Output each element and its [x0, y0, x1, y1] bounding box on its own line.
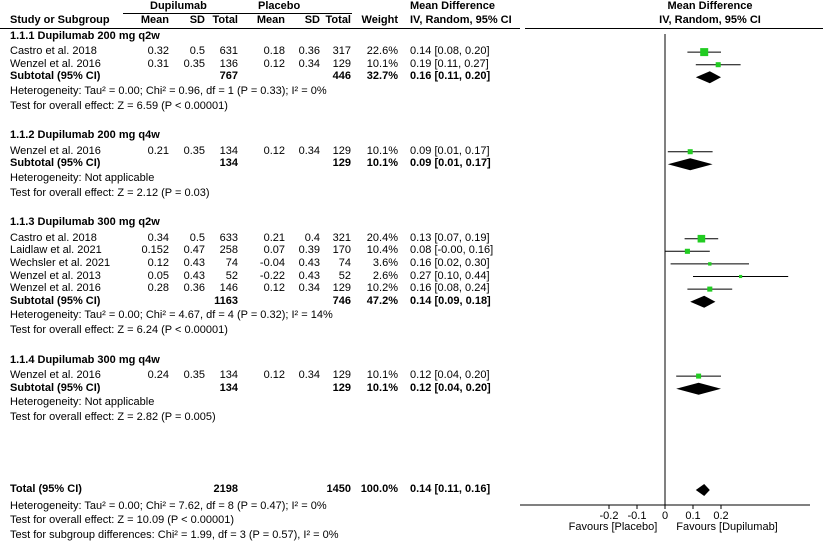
subtotal-total2: 746 — [332, 294, 351, 307]
sd2-value: 0.34 — [298, 57, 320, 70]
weight-value: 22.6% — [366, 45, 398, 58]
sd2-value: 0.34 — [298, 369, 320, 382]
sd2-header: SD — [304, 14, 320, 26]
mean2-value: 0.12 — [263, 369, 285, 382]
summary-diamond — [696, 71, 721, 83]
md-method-header: IV, Random, 95% CI — [410, 14, 512, 26]
effect-square — [716, 62, 721, 67]
subtotal-label: Subtotal (95% CI) — [10, 70, 101, 83]
group1-header: Dupilumab — [150, 0, 207, 12]
mean2-value: 0.12 — [263, 57, 285, 70]
sd1-value: 0.43 — [183, 269, 205, 282]
weight-header: Weight — [361, 14, 398, 26]
md-ci-value: 0.19 [0.11, 0.27] — [410, 57, 489, 70]
md-ci-value: 0.09 [0.01, 0.17] — [410, 144, 490, 157]
subtotal-total1: 134 — [219, 157, 238, 170]
sd2-value: 0.43 — [298, 256, 320, 269]
summary-diamond — [690, 296, 715, 308]
total2-value: 321 — [332, 231, 351, 244]
mean1-value: 0.31 — [147, 57, 169, 70]
sd2-value: 0.4 — [304, 231, 320, 244]
study-name: Laidlaw et al. 2021 — [10, 244, 102, 257]
subtotal-total2: 129 — [332, 381, 351, 394]
subtotal-ci: 0.16 [0.11, 0.20] — [410, 70, 491, 83]
sd1-value: 0.35 — [183, 369, 205, 382]
effect-square — [685, 249, 690, 254]
sd1-value: 0.35 — [183, 57, 205, 70]
study-name: Castro et al. 2018 — [10, 45, 97, 58]
study-name: Wenzel et al. 2013 — [10, 269, 101, 282]
x-tick-label: 0.1 — [685, 510, 701, 522]
md-ci-value: 0.16 [0.08, 0.24] — [410, 282, 490, 295]
sd1-value: 0.36 — [183, 282, 205, 295]
subgroup-overall-test: Test for overall effect: Z = 6.59 (P < 0.00001) — [10, 99, 228, 112]
summary-diamond — [668, 158, 713, 170]
effect-square — [707, 287, 712, 292]
mean2-value: 0.12 — [263, 144, 285, 157]
total1-value: 258 — [219, 244, 238, 257]
subtotal-ci: 0.14 [0.09, 0.18] — [410, 294, 491, 307]
subtotal-total1: 134 — [219, 381, 238, 394]
subtotal-total1: 1163 — [214, 294, 238, 307]
summary-diamond — [676, 383, 721, 395]
summary-diamond — [696, 484, 710, 496]
subtotal-total2: 129 — [332, 157, 351, 170]
subtotal-weight: 32.7% — [366, 70, 398, 83]
mean2-value: -0.22 — [259, 269, 285, 282]
md-ci-value: 0.13 [0.07, 0.19] — [410, 231, 490, 244]
total2-value: 129 — [332, 282, 351, 295]
study-name: Wenzel et al. 2016 — [10, 369, 101, 382]
subgroup-heterogeneity: Heterogeneity: Tau² = 0.00; Chi² = 4.67, df = 4 (P = 0.32); I² = 14% — [10, 309, 333, 322]
mean1-value: 0.05 — [147, 269, 169, 282]
plot-method-header: IV, Random, 95% CI — [659, 14, 761, 26]
x-tick-label: 0 — [661, 510, 669, 522]
subgroup-title: 1.1.1 Dupilumab 200 mg q2w — [10, 29, 160, 42]
subtotal-weight: 47.2% — [366, 294, 398, 307]
total2-value: 129 — [332, 144, 351, 157]
total1-value: 74 — [225, 256, 238, 269]
mean2-header: Mean — [256, 14, 285, 26]
total1-value: 52 — [225, 269, 238, 282]
study-column-header: Study or Subgroup — [10, 14, 110, 26]
weight-value: 10.4% — [366, 244, 398, 257]
x-tick-label: 0.2 — [713, 510, 729, 522]
md-ci-value: 0.08 [-0.00, 0.16] — [410, 244, 494, 257]
total1-value: 136 — [219, 57, 238, 70]
mean2-value: 0.21 — [263, 231, 285, 244]
plot-title: Mean Difference — [667, 0, 753, 12]
md-column-title: Mean Difference — [410, 0, 495, 12]
total1-value: 633 — [219, 231, 238, 244]
study-name: Wechsler et al. 2021 — [10, 256, 111, 269]
md-ci-value: 0.12 [0.04, 0.20] — [410, 369, 490, 382]
total-total1: 2198 — [213, 483, 238, 495]
mean1-value: 0.12 — [147, 256, 169, 269]
total-label: Total (95% CI) — [10, 483, 82, 495]
sd2-value: 0.34 — [298, 144, 320, 157]
effect-square — [739, 275, 742, 278]
subgroup-heterogeneity: Heterogeneity: Not applicable — [10, 171, 155, 184]
subtotal-label: Subtotal (95% CI) — [10, 294, 101, 307]
study-name: Wenzel et al. 2016 — [10, 57, 101, 70]
sd2-value: 0.34 — [298, 282, 320, 295]
group2-header: Placebo — [258, 0, 301, 12]
effect-square — [698, 235, 706, 243]
md-ci-value: 0.16 [0.02, 0.30] — [410, 256, 490, 269]
sd1-value: 0.43 — [183, 256, 205, 269]
weight-value: 3.6% — [372, 256, 398, 269]
weight-value: 2.6% — [372, 269, 398, 282]
subgroup-title: 1.1.4 Dupilumab 300 mg q4w — [10, 353, 160, 366]
total-weight: 100.0% — [360, 483, 398, 495]
subgroup-overall-test: Test for overall effect: Z = 6.24 (P < 0.00001) — [10, 323, 228, 336]
weight-value: 20.4% — [366, 231, 398, 244]
mean1-value: 0.34 — [147, 231, 169, 244]
mean1-value: 0.152 — [141, 244, 169, 257]
total-ci: 0.14 [0.11, 0.16] — [410, 483, 491, 495]
mean2-value: 0.07 — [263, 244, 285, 257]
total1-header: Total — [212, 14, 238, 26]
total1-value: 134 — [219, 369, 238, 382]
subtotal-ci: 0.09 [0.01, 0.17] — [410, 157, 491, 170]
mean1-value: 0.24 — [147, 369, 169, 382]
sd1-value: 0.5 — [189, 231, 205, 244]
mean1-value: 0.21 — [147, 144, 169, 157]
total2-value: 170 — [332, 244, 351, 257]
total1-value: 134 — [219, 144, 238, 157]
study-name: Wenzel et al. 2016 — [10, 282, 101, 295]
subtotal-total1: 767 — [219, 70, 238, 83]
sd2-value: 0.43 — [298, 269, 320, 282]
mean1-value: 0.32 — [147, 45, 169, 58]
total-overall-test: Test for overall effect: Z = 10.09 (P < 0.00001) — [10, 514, 235, 526]
sd1-value: 0.47 — [183, 244, 205, 257]
total2-value: 129 — [332, 369, 351, 382]
sd1-header: SD — [189, 14, 205, 26]
sd2-value: 0.39 — [298, 244, 320, 257]
total2-header: Total — [325, 14, 351, 26]
subtotal-ci: 0.12 [0.04, 0.20] — [410, 381, 491, 394]
mean2-value: 0.12 — [263, 282, 285, 295]
weight-value: 10.1% — [366, 57, 398, 70]
mean2-value: 0.18 — [263, 45, 285, 58]
weight-value: 10.1% — [366, 144, 398, 157]
subgroup-overall-test: Test for overall effect: Z = 2.82 (P = 0.005) — [10, 410, 216, 423]
weight-value: 10.2% — [366, 282, 398, 295]
total2-value: 317 — [332, 45, 351, 58]
total1-value: 146 — [219, 282, 238, 295]
subgroup-differences-test: Test for subgroup differences: Chi² = 1.99, df = 3 (P = 0.57), I² = 0% — [10, 529, 339, 541]
subgroup-title: 1.1.2 Dupilumab 200 mg q4w — [10, 129, 160, 142]
mean1-value: 0.28 — [147, 282, 169, 295]
subgroup-heterogeneity: Heterogeneity: Tau² = 0.00; Chi² = 0.96, df = 1 (P = 0.33); I² = 0% — [10, 84, 327, 97]
subtotal-label: Subtotal (95% CI) — [10, 381, 101, 394]
total-total2: 1450 — [326, 483, 351, 495]
subtotal-weight: 10.1% — [366, 381, 398, 394]
md-ci-value: 0.27 [0.10, 0.44] — [410, 269, 490, 282]
subtotal-label: Subtotal (95% CI) — [10, 157, 101, 170]
subgroup-overall-test: Test for overall effect: Z = 2.12 (P = 0.03) — [10, 186, 210, 199]
effect-square — [688, 149, 693, 154]
sd1-value: 0.5 — [189, 45, 205, 58]
subtotal-weight: 10.1% — [366, 157, 398, 170]
favours-left-label: Favours [Placebo] — [568, 521, 658, 533]
study-name: Castro et al. 2018 — [10, 231, 97, 244]
effect-square — [700, 48, 708, 56]
total1-value: 631 — [219, 45, 238, 58]
sd2-value: 0.36 — [298, 45, 320, 58]
weight-value: 10.1% — [366, 369, 398, 382]
subgroup-heterogeneity: Heterogeneity: Not applicable — [10, 396, 155, 409]
total2-value: 74 — [338, 256, 351, 269]
x-tick-label: -0.1 — [627, 510, 647, 522]
effect-square — [696, 374, 701, 379]
subtotal-total2: 446 — [332, 70, 351, 83]
total2-value: 52 — [338, 269, 351, 282]
favours-right-label: Favours [Dupilumab] — [676, 521, 778, 533]
mean2-value: -0.04 — [259, 256, 285, 269]
subgroup-title: 1.1.3 Dupilumab 300 mg q2w — [10, 216, 160, 229]
study-name: Wenzel et al. 2016 — [10, 144, 101, 157]
effect-square — [708, 262, 711, 265]
total-heterogeneity: Heterogeneity: Tau² = 0.00; Chi² = 7.62, df = 8 (P = 0.47); I² = 0% — [10, 500, 327, 512]
md-ci-value: 0.14 [0.08, 0.20] — [410, 45, 490, 58]
sd1-value: 0.35 — [183, 144, 205, 157]
x-tick-label: -0.2 — [599, 510, 619, 522]
total2-value: 129 — [332, 57, 351, 70]
mean1-header: Mean — [140, 14, 169, 26]
